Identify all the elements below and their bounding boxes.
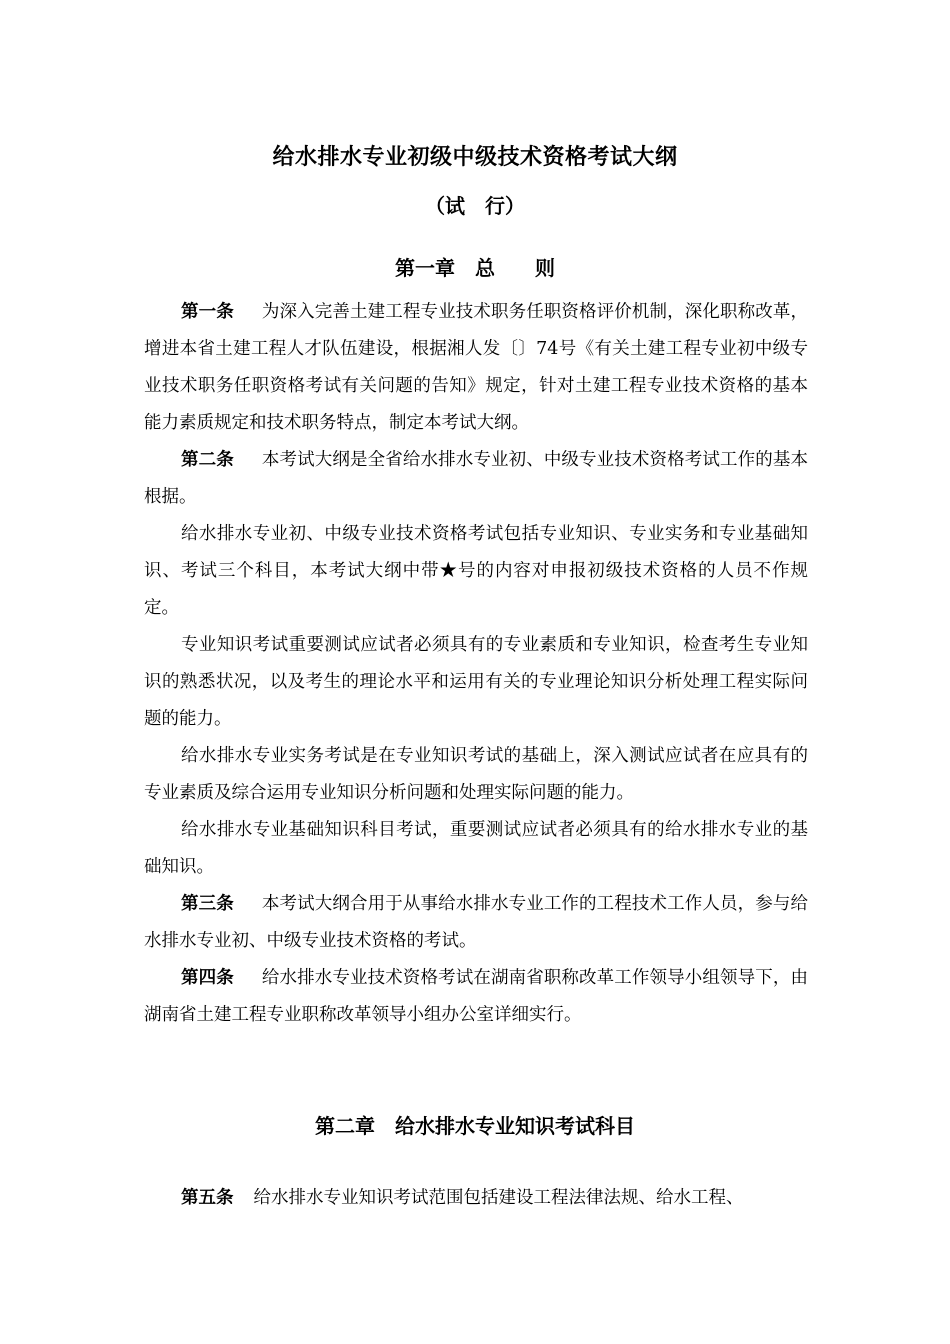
article-1-label: 第一条	[181, 302, 234, 322]
paragraph-exam-subjects: 给水排水专业初、中级专业技术资格考试包括专业知识、专业实务和专业基础知识、考试三个科目，本考试大纲中带★号的内容对申报初级技术资格的人员不作规定。	[144, 524, 808, 618]
article-5-text: 给水排水专业知识考试范围包括建设工程法律法规、给水工程、	[253, 1188, 744, 1208]
paragraph-basic-exam: 给水排水专业基础知识科目考试，重要测试应试者必须具有的给水排水专业的基础知识。	[144, 820, 808, 877]
article-2-text: 本考试大纲是全省给水排水专业初、中级专业技术资格考试工作的基本根据。	[144, 450, 809, 507]
article-4-label: 第四条	[181, 968, 234, 988]
article-2	[144, 442, 808, 516]
document-subtitle: （试 行）	[425, 194, 525, 218]
article-2-label: 第二条	[181, 450, 234, 470]
article-3-label: 第三条	[181, 894, 234, 914]
document-title: 给水排水专业初级中级技术资格考试大纲	[272, 145, 678, 170]
article-4-text: 给水排水专业技术资格考试在湖南省职称改革工作领导小组领导下，由湖南省土建工程专业职称改革领导小组办公室详细实行。	[144, 968, 809, 1025]
article-5-label: 第五条	[181, 1188, 234, 1208]
chapter-heading-1: 第一章 总 则	[395, 256, 555, 280]
article-4	[144, 960, 808, 1034]
article-5	[144, 1180, 808, 1217]
article-3-text: 本考试大纲合用于从事给水排水专业工作的工程技术工作人员，参与给水排水专业初、中级专业技术资格的考试。	[144, 894, 809, 951]
paragraph-knowledge-exam: 专业知识考试重要测试应试者必须具有的专业素质和专业知识，检查考生专业知识的熟悉状况，以及考生的理论水平和运用有关的专业理论知识分析处理工程实际问题的能力。	[144, 635, 808, 729]
paragraph-practice-exam: 给水排水专业实务考试是在专业知识考试的基础上，深入测试应试者在应具有的专业素质及综合运用专业知识分析问题和处理实际问题的能力。	[144, 746, 808, 803]
chapter-heading-2: 第二章 给水排水专业知识考试科目	[315, 1114, 635, 1138]
article-3	[144, 886, 808, 960]
article-1-text: 为深入完善土建工程专业技术职务任职资格评价机制，深化职称改革，增进本省土建工程人才队伍建设，根据湘人发〔〕74号《有关土建工程专业初中级专业技术职务任职资格考试有关问题的告知》规定，针对土建工程专业技术资格的基本能力素质规定和技术职务特点，制定本考试大纲。	[144, 302, 809, 433]
article-1	[144, 294, 808, 442]
